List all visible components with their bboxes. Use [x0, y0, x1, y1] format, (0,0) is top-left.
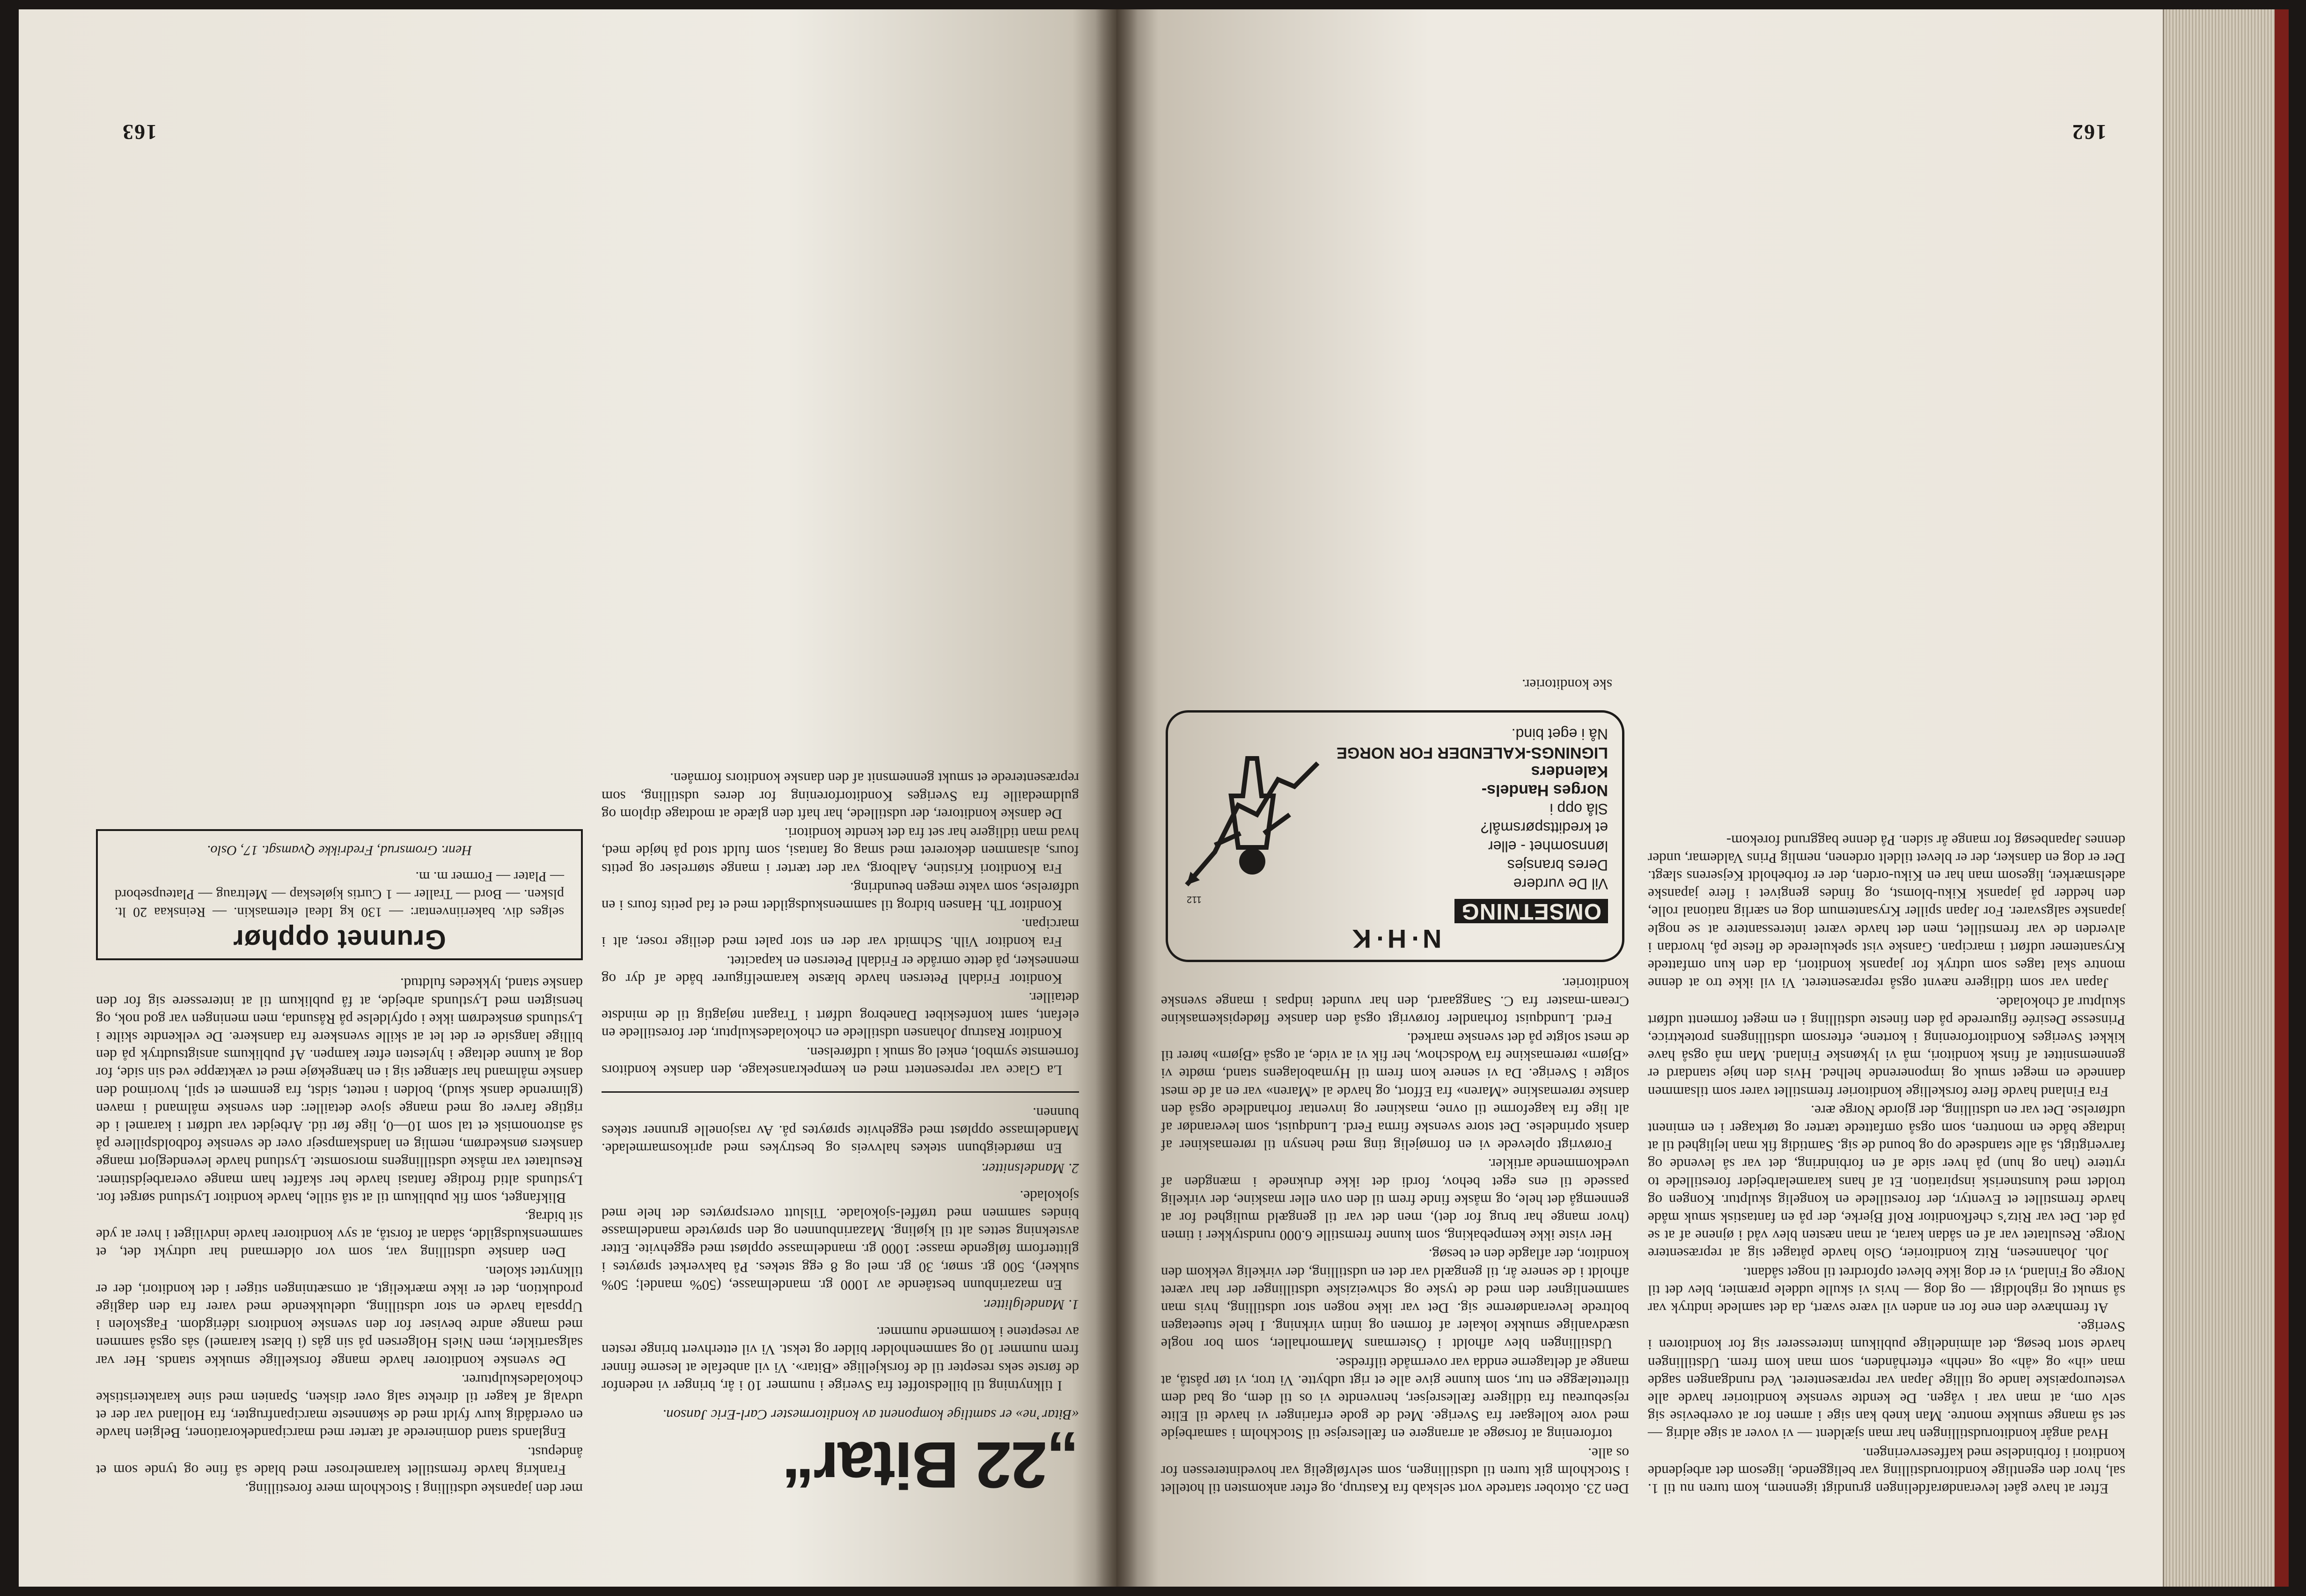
- section-divider: [602, 1091, 1079, 1093]
- nhk-logo: N·H·K: [1348, 924, 1442, 954]
- recipe-1-text: En mazarinbunn bestående av 1000 gr. mandelmasse, (50% mandel; 50% sukker), 500 gr. smør, 30 gr. mel og 8 egg stekes. På bakverket sprøytes i glitterform følgende masse: 1000 gr. mandelmasse oppløst med eggehvite. Etter avstekning settes alt til kjøling. Mazarinbunnen og den sprøytede mandelmasse bindes sammen med trøffel-sjokolade. Tilslutt oversprøytes det hele med sjokolade.: [602, 1187, 1079, 1294]
- page-number: 163: [122, 120, 157, 144]
- ad-line: et kredittspørsmål?: [1480, 819, 1608, 836]
- notice-signature: Henr. Gromsrud, Fredrikke Qvamsgt. 17, Oslo.: [206, 842, 472, 858]
- ad-strong-line: Norges Handels-: [1481, 781, 1608, 799]
- report-paragraph: La Glace var representert med en kempekransekage, den danske konditors fornemste symbol, enkel og smuk i udførelsen.: [602, 1044, 1079, 1079]
- recipe-2-heading: 2. Mandelsnitter.: [981, 1160, 1079, 1177]
- page-163-rotated-content: [19, 9, 1116, 1587]
- page-edge-stack: [2163, 9, 2289, 1587]
- ad-line: Deres bransjes: [1507, 856, 1608, 874]
- body-paragraph: Fra Finland havde flere forskellige konditorier fremstillet varer som tilsammen dannede en meget smuk og imponerende helhed. Hvis den høje standard er gennemsnittet af finsk konditori, må vi lykønske Finland. Man må også have kikket Sveriges Konditorforening i kortene, eftersom udstillingens protektrice, Prinsesse Desirée figurerede på den fineste udstilling i en meget formentt udført skulptur af chokolade.: [1648, 994, 2125, 1100]
- page-number: 162: [2071, 120, 2107, 144]
- body-paragraph: De svenske konditorer havde mange forskellige smukke stands. Her var salgsartikler, men Niels Holgersen på sin gås (i blæst karamel) sås også sammen med mange andre beviser for den svenske konditors idérigdom. Fagskolen i Uppsala havde en stor udstilling, udelukkende med varer fra den daglige produktion, det er ikke mærkeligt, at omsætningen stiger i det konditori, der er tilknyttet skolen.: [96, 1263, 583, 1369]
- page-163: [19, 9, 1116, 1587]
- body-paragraph: Blikfanget, som fik publikum til at stå stille, havde konditor Lystlund sørget for. Lystlunds altid frodige fantasi havde her skaffet ham mange overarbejdstimer. Resultatet var måske udstillingens morsomste. Lystlund havde levendegjort mange danskers ønskedrøm, nemlig en landskampsejr over de svenske fodboldspillere på så astronomisk et tal som 10—0, lige før tid. Arbejdet var udført i karamel i de rigtige farver og med mange sjove detailler: den svenske målmand i maven (glimrende dansk skud), bolden i nettet, sidst, fra genmem et spil, hvorimod den danske målmand har slænget sig i en hængekøje med et væktæppe ved sin side, for dog at kunne deltage i hylesten efter kampen. Af publikums ansigtsudtryk på den billige langside er det let at skille svenskere fra danskere. De velkendte skilte i Lystlunds ønskedrøm ikke i opfyldelse på Råsunda, men meningen var god nok, og hensigten med Lystlunds arbejde, at få publikum til at interessere sig for den danske stand, lykkedes fuldtud.: [96, 975, 583, 1206]
- body-paragraph: Ferd. Lundquist forhandler forøvrigt også den danske flødepiskemaskine Cream-master fra C. Sanggaard, den har vundet indpas i mange svenske konditorier.: [1161, 975, 1629, 1028]
- body-paragraph: Frankrig havde fremstillet karamelroser med blade så fine og tynde som et åndepust.: [96, 1444, 583, 1478]
- body-paragraph: mer den japanske udstilling i Stockholm mere forestilling.: [245, 1481, 583, 1497]
- body-paragraph: Udstillingen blev afholdt i Östermans Marmorhaller, som bor nogle usædvanlige smukke lokaler af formen og intim virkning. I hele stueetagen boltrede leverandørerne sig. Det var ikke nogen stor udstilling, hvis man sammenligner den med de tyske og schweiziske udstillinger der har været afholdt i de senere år, til gengæld var det en udstilling, der virkelig vekkom den konditor, der aflagde den et besøg.: [1161, 1246, 1629, 1353]
- ad-banner: OMSETNING: [1454, 899, 1608, 923]
- page-162-column-b: [1161, 675, 1629, 1498]
- book-cover-edge: [2275, 9, 2289, 1587]
- report-paragraph: Fra Konditori Kristine, Aalborg, var der tærter i mange størrelser og petits fours, alsammen dekoreret med smag og fantasi, som fuldt stod på højde med, hvad man tidligere har set fra det kendte konditori.: [602, 825, 1079, 877]
- ad-footer: Nå i eget bind.: [1511, 725, 1608, 743]
- report-paragraph: Konditor Fridahl Petersen havde blæste karamelfigurer både af dyr og mennesker, på dette område er Fridahl Petersen en kapacitet.: [602, 953, 1079, 987]
- ad-line: Slå opp i: [1550, 800, 1608, 817]
- ad-content-row: [1182, 725, 1608, 923]
- report-paragraph: Konditor Rastrup Johansen udstillede en chokoladeskulptur, der forestillede en elefant, samt konfeskibet Danebrog udført i Tragant nøjagtig til de mindste detailler.: [602, 989, 1079, 1042]
- report-paragraph: Fra konditor Vilh. Schmidt var der en stor palet med deilige roser, alt i marcipan.: [602, 916, 1079, 951]
- classified-notice-box: [96, 829, 583, 960]
- recipe-2-text: En mørdeigbunn stekes halvveis og bestrykes med aprikosmarmelade. Mandelmasse oppløst med eggehvite sprøytes på. Av rasjonelle grunner stekes bunnen.: [602, 1104, 1079, 1157]
- notice-body: selges div. bakeriinventar: — 130 kg Ideal eltemaskin. — Reinskaa 20 lt. plsken. — Bord — Traller — 1 Curtis kjøleskap — Meltraug — Plateupsebord — Plater — Former m. m.: [115, 868, 564, 920]
- ad-code: 112: [1187, 894, 1202, 905]
- page-163-column-b: [96, 810, 583, 1498]
- body-paragraph: Den 23. oktober startede vort selskab fra Kastrup, og efter ankomsten til hotellet i Stockholm gik turen til udstillingen, som selvfølgelig var hovedinteressen for os alle.: [1161, 1445, 1629, 1497]
- article-intro: I tilknytning til billedstoffet fra Sverige i nummer 10 i år, bringer vi nedenfor de første seks resepter til de forskjellige «Bitar». Vi vil anbefale at leserne finner frem nummer 10 og sammenholder bilder og tekst. Vi vil etterhvert bringe resten av reseptene i kommende nummer.: [602, 1324, 1079, 1394]
- open-book-spread: [19, 9, 2287, 1587]
- body-paragraph: Joh. Johannesen, Ritz konditorier, Oslo havde påtaget sig at repræsentere Norge. Resultatet var af en sådan karat, at man næsten blev våd i øjnene af at se på det. Det var Ritz’s chefkonditor Rolf Bjerke, der på en fantastisk smuk måde havde fremstillet et Eventyr, der forestillede en kongelig skulptur. Kongen og troldet med kunstnerisk inspiration. Et af hans karamelarbejder forestillede to ryttere (han og hun) på hver side af en forbindring, det var så levende og farverigtigt, så alle standsede op og bound de sig. Samtidig fik man lejlighed til at indtage både en montren, som også omfattede tærter og tørkager i en eminent udførelse. Det var en udstilling, der gjorde Norge ære.: [1648, 1102, 2125, 1262]
- ad-text: [1334, 725, 1608, 923]
- body-paragraph: Japan var som tidligere nævnt også repræsenteret. Vi vil ikke tro at denne montre skal tages som udtryk for japansk konditori, da den kun omfattede Krysantemer udført i marcipan. Ganske vist spekulerede de fleste på, hvordan i alverden de var fremstillet, men det havde været interessantere at se nogle japanske salgsvarer. For Japan spiller Krysantemum dog en særlig national rolle, den hedder på japansk Kiku-blomst, og findes gengivet i flere japanske adelsmærker, ligesom man har en Kiku-orden, der er forbeholdt Kejserens slægt. Der er dog en dansker, der er blevet tildelt ordenen, nemlig Prins Valdemar, under dennes Japanbesøg for mange år siden. På denne baggrund forekom-: [1648, 832, 2125, 992]
- page-162: [1116, 9, 2163, 1587]
- article-subline: «Bitar’ne» er samtlige komponent av konditormester Carl-Eric Janson.: [662, 1407, 1079, 1423]
- page-163-column-a: [602, 768, 1079, 1502]
- book-gutter: [1095, 9, 1138, 1587]
- nhk-advertisement: [1166, 710, 1624, 962]
- body-paragraph: Her viste ikke kempebaking, som kunne fremstille 6.000 rundstykker i timen (hvor mange har brug for det), men det var til gengæld mulighed for at gennemgå det hele, og måske finde frem til den ovn eller maskine, der virkelig passede til ens eget behov, fordi det ikke druknede i mængden af uvedkommende artikler.: [1161, 1156, 1629, 1244]
- body-paragraph: Efter at have gået leverandørafdelingen grundigt igennem, kom turen nu til 1. sal, hvor den egentlige konditorudstilling var beliggende, ligesom det arbejdende konditori i forbindelse med kaffeserveringen.: [1648, 1445, 2125, 1497]
- body-paragraph: Den danske udstilling var, som vor oldermand har udtrykt det, et sammenskudsgilde, sådan at forstå, at syv konditorer havde indviliget i hver at yde sit bidrag.: [96, 1208, 583, 1261]
- report-paragraph: Konditor Th. Hansen bidrog til sammenskudsgildet med et fad petits fours i en udførelse, som vakte megen beundring.: [602, 879, 1079, 914]
- body-paragraph: torforening at forsøge at arrangere en fællesrejse til Stockholm i samarbejde med vore kollegaer fra Sverige. Med de gode erfaringer vi havde til Elite rejsebureau fra tidligere fællesrejser, henvendte vi os til dem, og bad dem tilrettelægge en tur, som kunne give alle et rigt udbytte. Vi tror, vi tør påstå, at mange af deltagerne endda var overmåde tilfredse.: [1161, 1354, 1629, 1443]
- ad-strong-line: LIGNINGS-KALENDER FOR NORGE: [1337, 743, 1608, 762]
- notice-title: Grunnet opphør: [233, 924, 446, 955]
- report-paragraph: De danske konditorer, der udstillede, har haft den glæde at modtage diplom og guldmedaille fra Sveriges Konditorforening for deres udstilling, som repræsenterede et smukt gennemsnit af den danske konditors formåen.: [602, 770, 1079, 823]
- ad-line: lønnsomhet - eller: [1488, 838, 1608, 855]
- body-paragraph: ske konditorier.: [1522, 676, 1612, 693]
- ad-strong-line: Kalenders: [1531, 762, 1608, 780]
- ad-line: Vil De vurdere: [1513, 875, 1608, 892]
- article-title: „22 Bitar“: [782, 1428, 1079, 1502]
- body-paragraph: At fremhæve den ene for en anden vil være svært, da det samlede indtryk var så smukt og righoldigt — og dog — hvis vi skulle uddele præmier, blev det til Norge og Finland, vi er dog ikke blevet opfordret til noget sådant.: [1648, 1264, 2125, 1317]
- recipe-1-heading: 1. Mandelglitter.: [983, 1296, 1079, 1313]
- body-paragraph: Englands stand dominerede af tærter med marcipandekorationer, Belgien havde en overdådig kurv fyldt med de skønneste marcipanfrugter, fra Holland var der et udvalg af kager til direkte salg over disken, Spanien med sine karakteristiske chokoladeskulpturer.: [96, 1371, 583, 1442]
- page-162-column-a: [1648, 830, 2125, 1498]
- ad-illustration-figure-with-rising-graph: [1182, 754, 1322, 894]
- body-paragraph: Hvad angår konditorudstillingen har man sjældent — vi vover at sige aldrig — set så mange smukke montre. Man kneb kan sige i armen for at overbevise sig selv om, at man var i vågen. De kendte svenske konditorier havde alle vesteuropæiske lande og tillige Japan var repræsenteret. Ved rundgangen sagde man «ih» og «åh» og «nehh» efterhånden, som man kom frem. Udstillingen havde stort besøg, det almindelige publikum interesserer sig for konditoren i Sverige.: [1648, 1319, 2125, 1443]
- body-paragraph: Forøvrigt oplevede vi en fornøjelig ting med hensyn til røremaskiner af dansk oprindelse. Det store svenske firma Ferd. Lundquist, som leverandør af alt lige fra kageforme til ovne, maskiner og inventar forhandlede også den danske røremaskine «Maren» fra Effort, og havde al «Maren» var en af de mest solgte i Sverige. Da vi senere kom frem til Hymabolagens stand, mødte vi «Bjørn» røremaskine fra Wodschow, her fik vi at vide, at også «Bjørn» hører til de mest solgte på det svenske marked.: [1161, 1030, 1629, 1154]
- page-162-rotated-content: [1116, 9, 2163, 1587]
